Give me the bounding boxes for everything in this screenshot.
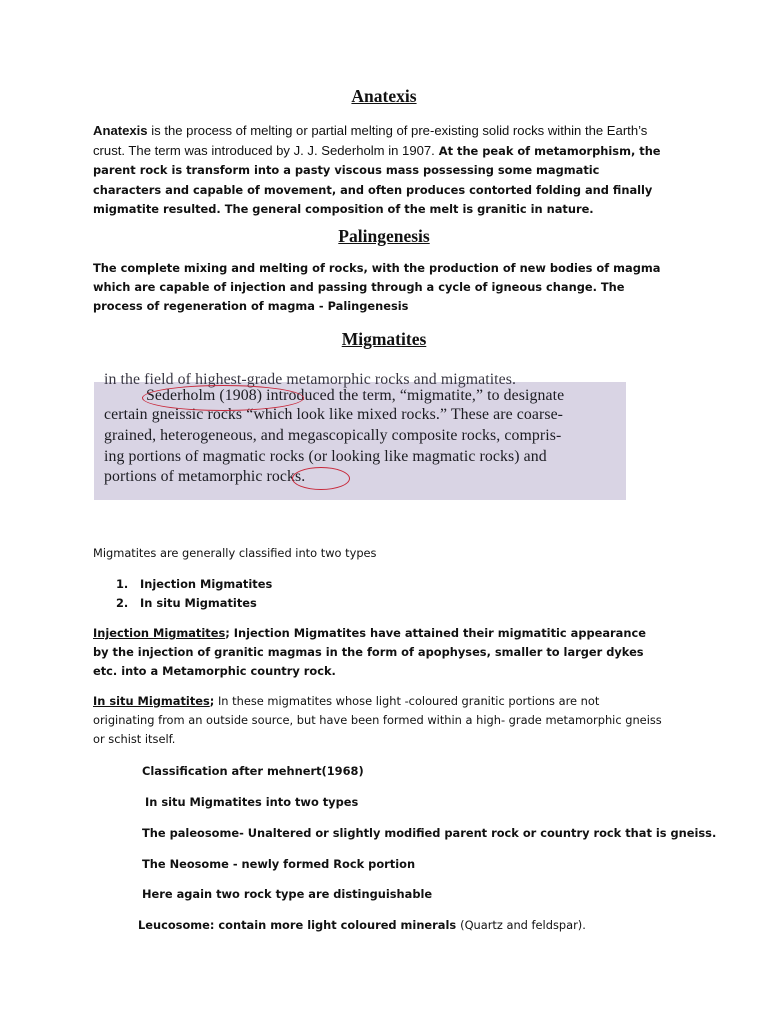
scan-line: portions of metamorphic rocks. (104, 468, 306, 485)
paleosome-definition: The paleosome- Unaltered or slightly modified parent rock or country rock that is gneiss. (142, 826, 717, 840)
distinguishable-note: Here again two rock type are distinguishable (142, 887, 433, 901)
anatexis-heading: Anatexis (351, 86, 417, 106)
anatexis-details: At the peak of metamorphism, the parent rock is transform into a pasty viscous mass possessing some magmatic characters and capable of movement, and often produces contorted folding and finally migmatite resulted. The general composition of the melt is granitic in nature. (93, 144, 661, 216)
migmatites-heading: Migmatites (341, 329, 427, 349)
injection-separator: ; (225, 626, 230, 640)
anatexis-term: Anatexis (93, 123, 148, 138)
scan-line: certain gneissic rocks “which look like mixed rocks.” These are coarse- (104, 406, 564, 423)
list-item-label: In situ Migmatites (140, 596, 257, 610)
insitu-separator: ; (209, 694, 215, 708)
leucosome-label: Leucosome: contain more light coloured minerals (138, 918, 461, 932)
scan-line: Sederholm (1908) introduced the term, “migmatite,” to designate (146, 387, 565, 404)
scan-line: grained, heterogeneous, and megascopically composite rocks, compris- (104, 427, 562, 444)
anatexis-paragraph (93, 121, 663, 219)
leucosome-definition (138, 916, 586, 935)
injection-term: Injection Migmatites (93, 626, 226, 640)
insitu-term: In situ Migmatites (93, 694, 210, 708)
palingenesis-heading: Palingenesis (338, 226, 430, 246)
mehnert-classification: Classification after mehnert(1968) (142, 764, 364, 778)
leucosome-minerals: (Quartz and feldspar). (460, 918, 586, 932)
anatexis-definition: is the process of melting or partial melting of pre-existing solid rocks within the Earth’s crust. The term was introduced by J. J. Sederholm in 1907. (93, 123, 648, 159)
insitu-text: In these migmatites whose light -coloured granitic portions are not originating from an outside source, but have been formed within a high- grade metamorphic gneiss or schist itself. (93, 694, 662, 747)
scan-line: ing portions of magmatic rocks (or looking like magmatic rocks) and (104, 448, 547, 465)
list-item (116, 594, 257, 613)
list-number: 1. (116, 577, 129, 591)
scanned-book-excerpt (94, 371, 626, 500)
insitu-migmatites-paragraph (93, 692, 663, 750)
palingenesis-paragraph: The complete mixing and melting of rocks, with the production of new bodies of magma which are capable of injection and passing through a cycle of igneous change. The process of regeneration of magma - Palingenesis (93, 261, 661, 314)
insitu-two-types: In situ Migmatites into two types (145, 795, 359, 809)
scan-line: in the field of highest-grade metamorphic rocks and migmatites. (104, 371, 517, 388)
classification-intro: Migmatites are generally classified into two types (93, 546, 377, 560)
red-annotation-circle (142, 385, 304, 411)
neosome-definition: The Neosome - newly formed Rock portion (142, 857, 416, 871)
list-item (116, 575, 272, 594)
injection-migmatites-paragraph (93, 624, 663, 682)
list-item-label: Injection Migmatites (140, 577, 273, 591)
injection-text: Injection Migmatites have attained their migmatitic appearance by the injection of granitic magmas in the form of apophyses, smaller to larger dykes etc. into a Metamorphic country rock. (93, 626, 646, 679)
red-annotation-circle (292, 467, 350, 490)
list-number: 2. (116, 596, 129, 610)
